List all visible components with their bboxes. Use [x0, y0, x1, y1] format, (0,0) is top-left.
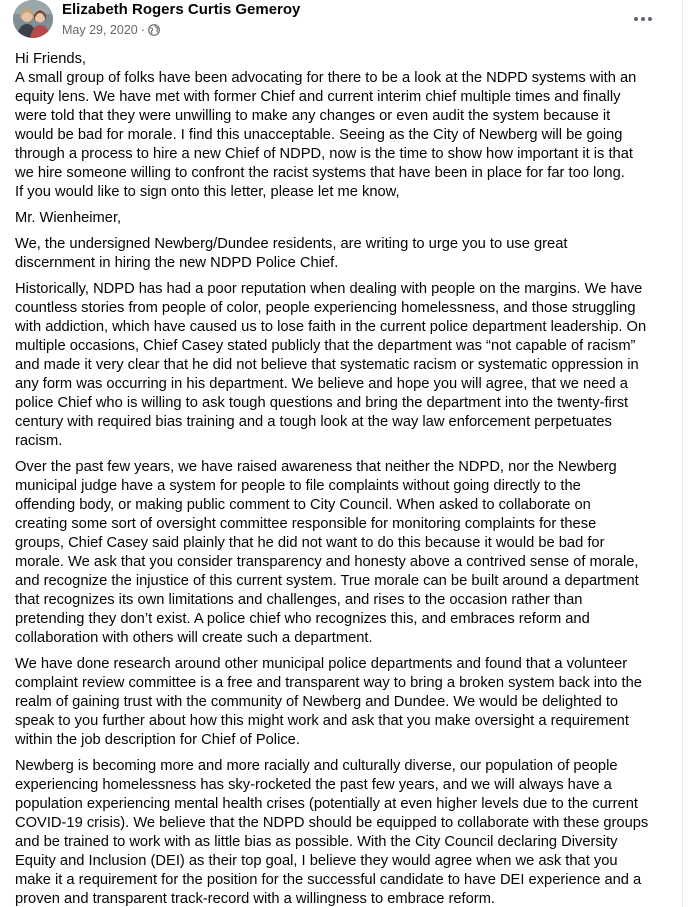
- dot: [634, 17, 638, 21]
- text-line: We have done research around other municipal police departments and found that a volunteer: [15, 656, 628, 672]
- text-line: and be trained to work with as little bias as possible. With the City Council declaring Diversity: [15, 834, 618, 850]
- text-line: collaboration with others will create such a department.: [15, 630, 373, 646]
- post-paragraph: [15, 757, 685, 907]
- text-line: within the job description for Chief of Police.: [15, 732, 300, 748]
- post-paragraph: [15, 280, 685, 451]
- post-header: [0, 0, 682, 44]
- text-line: with addiction, which have caused us to lose faith in the current police department leadership. On: [15, 319, 647, 335]
- text-line: any form was occurring in his department. We believe and hope you will agree, that we need a: [15, 376, 628, 392]
- text-line: Equity and Inclusion (DEI) as their top goal, I believe they would agree when we ask that you: [15, 853, 618, 869]
- post-paragraph: [15, 655, 685, 750]
- text-line: and made it very clear that he did not believe that systematic racism or systematic oppression in: [15, 357, 639, 373]
- text-line: COVID-19 crisis). We believe that the NDPD should be equipped to collaborate with these groups: [15, 815, 649, 831]
- more-options-icon[interactable]: [626, 8, 660, 30]
- text-line: municipal judge have a system for people to file complaints without going directly to the: [15, 478, 581, 494]
- text-line: population experiencing mental health crises (potentially at even higher levels due to the current: [15, 796, 638, 812]
- text-line: A small group of folks have been advocating for there to be a look at the NDPD systems with an: [15, 70, 637, 86]
- text-line: Newberg is becoming more and more racially and culturally diverse, our population of people: [15, 758, 618, 774]
- text-line: morale. We ask that you consider transparency and honesty above a contrived sense of morale,: [15, 554, 639, 570]
- dot: [641, 17, 645, 21]
- text-line: complaint review committee is a free and transparent way to bring a broken system back into the: [15, 675, 642, 691]
- text-line: Hi Friends,: [15, 51, 87, 67]
- text-line: offending body, or making public comment to City Council. When asked to collaborate on: [15, 497, 591, 513]
- text-line: were told that they were unwilling to make any changes or even audit the system because it: [15, 108, 611, 124]
- text-line: realm of gaining trust with the community of Newberg and Dundee. We would be delighted to: [15, 694, 619, 710]
- text-line: discernment in hiring the new NDPD Police Chief.: [15, 255, 339, 271]
- post-paragraph: [15, 209, 685, 228]
- text-line: that recognizes its own limitations and challenges, and rises to the occasion rather than: [15, 592, 583, 608]
- text-line: police Chief who is willing to ask tough questions and bring the department into the twenty-first: [15, 395, 629, 411]
- text-line: multiple occasions, Chief Casey stated publicly that the department was “not capable of racism”: [15, 338, 636, 354]
- text-line: creating some sort of oversight committee responsible for monitoring complaints for these: [15, 516, 597, 532]
- text-line: racism.: [15, 433, 63, 449]
- meta-separator: ·: [140, 23, 145, 37]
- text-line: countless stories from people of color, people experiencing homelessness, and those struggling: [15, 300, 636, 316]
- post-paragraph: [15, 458, 685, 648]
- text-line: would be bad for morale. I find this unacceptable. Seeing as the City of Newberg will be going: [15, 127, 623, 143]
- globe-icon: [148, 24, 160, 36]
- text-line: Over the past few years, we have raised awareness that neither the NDPD, nor the Newberg: [15, 459, 617, 475]
- text-line: Historically, NDPD has had a poor reputation when dealing with people on the margins. We have: [15, 281, 643, 297]
- text-line: We, the undersigned Newberg/Dundee residents, are writing to urge you to use great: [15, 236, 568, 252]
- text-line: Mr. Wienheimer,: [15, 210, 122, 226]
- text-line: experiencing homelessness has sky-rocketed the past few years, and we will always have a: [15, 777, 612, 793]
- text-line: we hire someone willing to confront the racist systems that have been in place for far too long.: [15, 165, 625, 181]
- avatar[interactable]: [13, 0, 53, 38]
- text-line: pretending they don’t exist. A police chief who recognizes this, and embraces reform and: [15, 611, 590, 627]
- post-date[interactable]: May 29, 2020: [62, 23, 138, 37]
- post-body: [15, 50, 685, 907]
- text-line: make it a requirement for the position for the successful candidate to have DEI experience and a: [15, 872, 642, 888]
- text-line: equity lens. We have met with former Chief and current interim chief multiple times and finally: [15, 89, 621, 105]
- text-line: through a process to hire a new Chief of NDPD, now is the time to show how important it is that: [15, 146, 633, 162]
- text-line: and recognize the injustice of this current system. True morale can be built around a department: [15, 573, 639, 589]
- text-line: proven and transparent track-record with a willingness to embrace reform.: [15, 891, 496, 907]
- text-line: groups, Chief Casey said plainly that he did not want to do this because it would be bad for: [15, 535, 605, 551]
- post-meta: [62, 23, 160, 37]
- author-name[interactable]: Elizabeth Rogers Curtis Gemeroy: [62, 1, 301, 18]
- text-line: If you would like to sign onto this letter, please let me know,: [15, 184, 400, 200]
- post-paragraph: [15, 235, 685, 273]
- post-paragraph: [15, 50, 685, 202]
- text-line: speak to you further about how this might work and ask that you make oversight a requirement: [15, 713, 629, 729]
- dot: [648, 17, 652, 21]
- profile-photo: [13, 0, 53, 38]
- text-line: century with required bias training and a tough look at the way law enforcement perpetuates: [15, 414, 612, 430]
